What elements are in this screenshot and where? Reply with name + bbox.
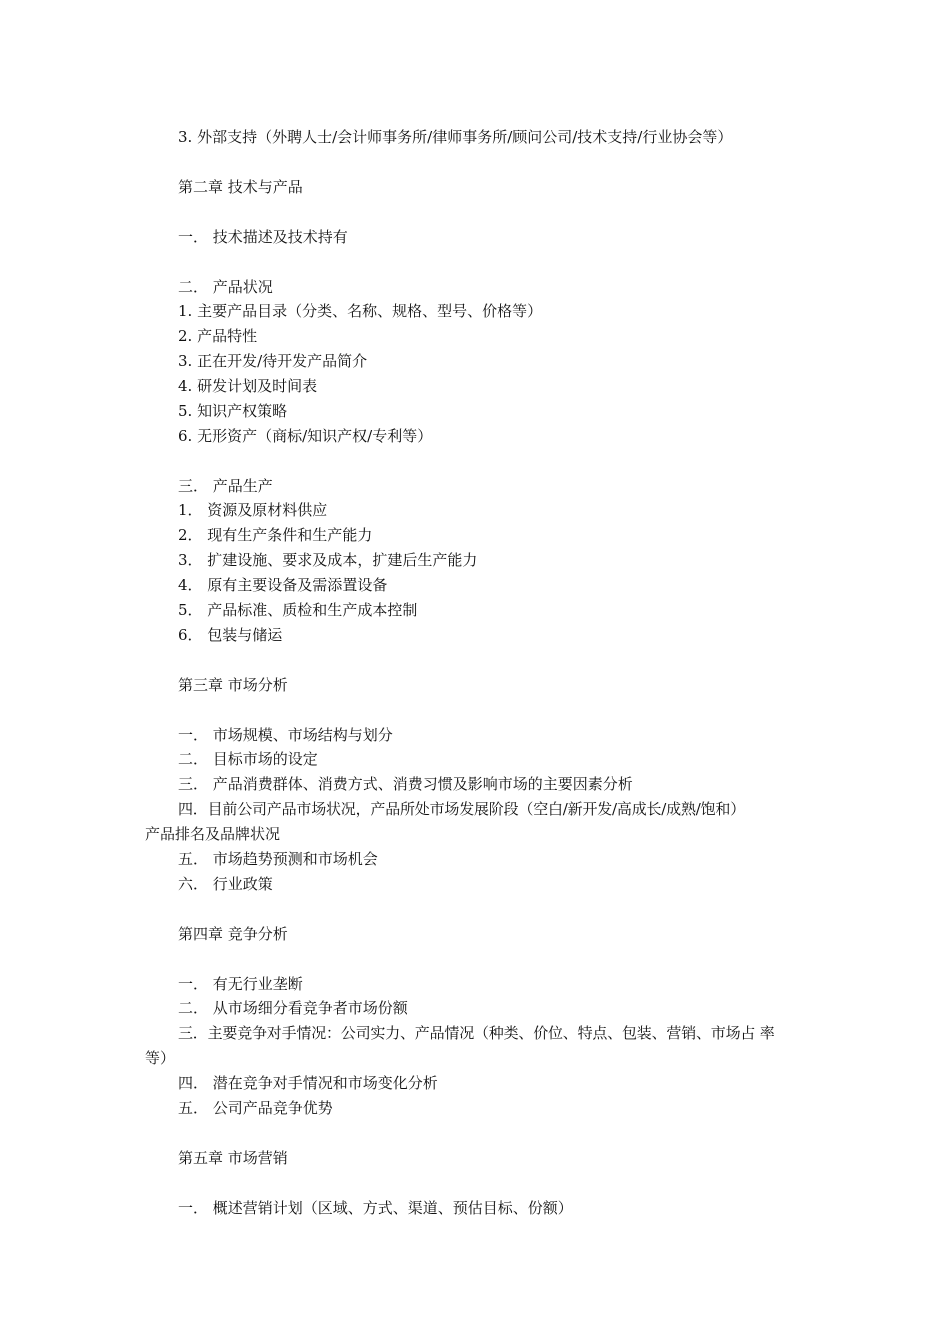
- list-item: 2． 现有生产条件和生产能力: [178, 526, 373, 544]
- list-item: 二． 从市场细分看竞争者市场份额: [178, 999, 408, 1017]
- list-item: 4. 研发计划及时间表: [178, 377, 318, 395]
- list-item: 五． 公司产品竞争优势: [178, 1099, 333, 1117]
- list-item: 三． 产品消费群体、消费方式、消费习惯及影响市场的主要因素分析: [178, 775, 633, 793]
- list-item-external-support: 3. 外部支持（外聘人士/会计师事务所/律师事务所/顾问公司/技术支持/行业协会等）: [178, 128, 733, 146]
- list-item: 3. 正在开发/待开发产品简介: [178, 352, 368, 370]
- list-item: 一． 有无行业垄断: [178, 975, 303, 993]
- list-item-continuation: 产品排名及品牌状况: [145, 825, 281, 843]
- chapter-3-heading: 第三章 市场分析: [178, 676, 288, 694]
- section-heading-product-status: 二． 产品状况: [178, 278, 273, 296]
- list-item-continuation: 等）: [145, 1049, 176, 1067]
- list-item: 6. 无形资产（商标/知识产权/专利等）: [178, 427, 433, 445]
- list-item: 四． 潜在竞争对手情况和市场变化分析: [178, 1074, 438, 1092]
- list-item: 一． 市场规模、市场结构与划分: [178, 726, 393, 744]
- list-item: 1． 资源及原材料供应: [178, 501, 328, 519]
- list-item: 4． 原有主要设备及需添置设备: [178, 576, 388, 594]
- list-item: 二． 目标市场的设定: [178, 750, 318, 768]
- list-item: 六． 行业政策: [178, 875, 273, 893]
- list-item: 3． 扩建设施、要求及成本，扩建后生产能力: [178, 551, 478, 569]
- list-item: 5. 知识产权策略: [178, 402, 288, 420]
- list-item: 1. 主要产品目录（分类、名称、规格、型号、价格等）: [178, 302, 543, 320]
- section-heading-tech-description: 一． 技术描述及技术持有: [178, 228, 348, 246]
- chapter-4-heading: 第四章 竞争分析: [178, 925, 288, 943]
- list-item: 2. 产品特性: [178, 327, 258, 345]
- list-item: 三．主要竞争对手情况：公司实力、产品情况（种类、价位、特点、包装、营销、市场占 率: [178, 1024, 775, 1042]
- chapter-2-heading: 第二章 技术与产品: [178, 178, 303, 196]
- list-item: 6． 包装与储运: [178, 626, 283, 644]
- list-item: 一． 概述营销计划（区域、方式、渠道、预估目标、份额）: [178, 1199, 573, 1217]
- chapter-5-heading: 第五章 市场营销: [178, 1149, 288, 1167]
- list-item: 四．目前公司产品市场状况，产品所处市场发展阶段（空白/新开发/高成长/成熟/饱和）: [178, 800, 746, 818]
- list-item: 五． 市场趋势预测和市场机会: [178, 850, 378, 868]
- section-heading-production: 三． 产品生产: [178, 477, 273, 495]
- list-item: 5． 产品标准、质检和生产成本控制: [178, 601, 418, 619]
